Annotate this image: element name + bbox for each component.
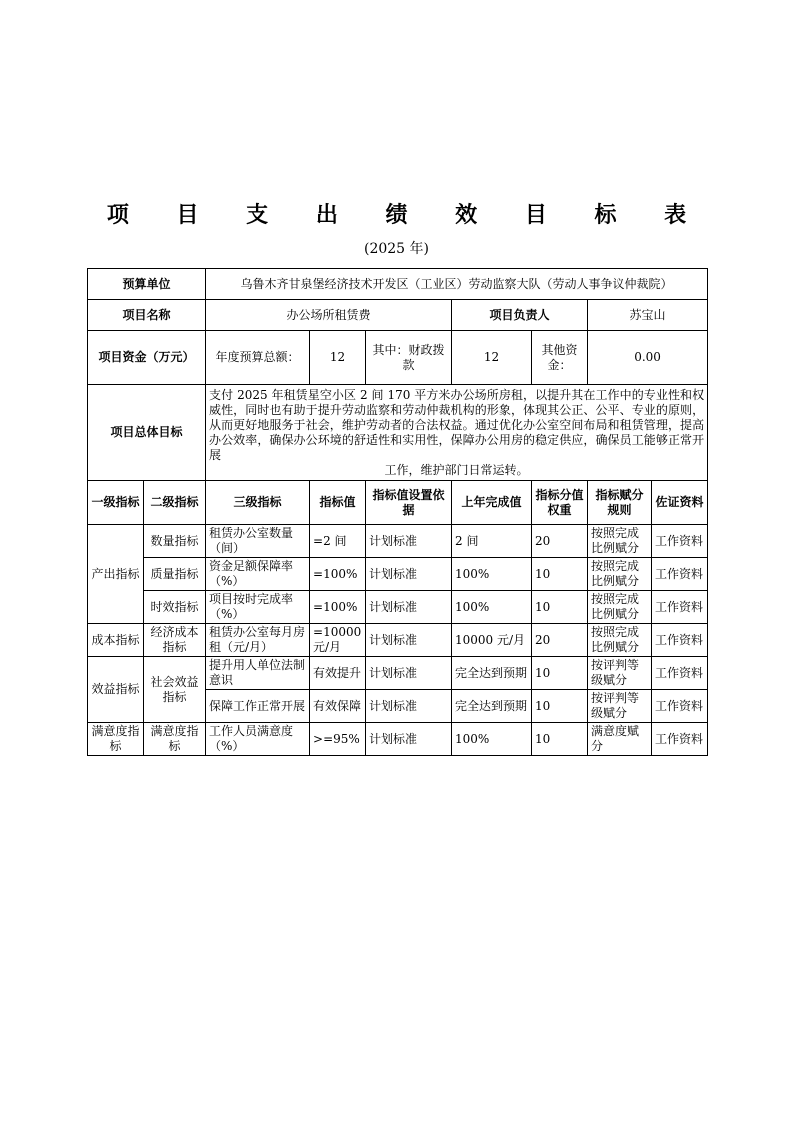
header-l3: 三级指标 <box>206 481 310 525</box>
row-l3: 工作人员满意度（%） <box>206 723 310 756</box>
other-label: 其他资金： <box>532 331 588 385</box>
header-prev: 上年完成值 <box>452 481 532 525</box>
row-evidence: 工作资料 <box>652 723 708 756</box>
group-cost: 成本指标 <box>88 624 144 657</box>
row-evidence: 工作资料 <box>652 525 708 558</box>
row-weight: 10 <box>532 591 588 624</box>
row-basis: 计划标准 <box>366 657 452 690</box>
row-value: >=95% <box>310 723 366 756</box>
row-prev: 完全达到预期 <box>452 690 532 723</box>
table-row <box>88 591 708 624</box>
row-basis: 计划标准 <box>366 525 452 558</box>
project-name-label: 项目名称 <box>88 300 206 331</box>
funds-row <box>88 331 708 385</box>
row-prev: 10000 元/月 <box>452 624 532 657</box>
annual-budget-value: 12 <box>310 331 366 385</box>
owner-label: 项目负责人 <box>452 300 588 331</box>
row-l3: 租赁办公室每月房租（元/月） <box>206 624 310 657</box>
row-l2: 质量指标 <box>144 558 206 591</box>
header-basis: 指标值设置依据 <box>366 481 452 525</box>
row-l3: 提升用人单位法制意识 <box>206 657 310 690</box>
row-l2: 经济成本指标 <box>144 624 206 657</box>
header-l1: 一级指标 <box>88 481 144 525</box>
row-value: 有效保障 <box>310 690 366 723</box>
row-basis: 计划标准 <box>366 624 452 657</box>
row-value: =100% <box>310 558 366 591</box>
row-l2: 社会效益指标 <box>144 657 206 723</box>
goal-text-body: 支付 2025 年租赁星空小区 2 间 170 平方米办公场所房租，以提升其在工作中的专业性和权威性，同时也有助于提升劳动监察和劳动仲裁机构的形象，体现其公正、公平、专业的原则，从而更好地服务于社会，维护劳动者的合法权益。通过优化办公室空间布局和租赁管理，提高办公效率，确保办公环境的舒适性和实用性，保障办公用房的稳定供应，确保员工能够正常开展 <box>209 387 705 462</box>
header-value: 指标值 <box>310 481 366 525</box>
row-l3: 保障工作正常开展 <box>206 690 310 723</box>
goal-label: 项目总体目标 <box>88 385 206 481</box>
row-basis: 计划标准 <box>366 690 452 723</box>
annual-budget-label: 年度预算总额： <box>206 331 310 385</box>
row-value: =100% <box>310 591 366 624</box>
year-subtitle: (2025 年) <box>363 241 429 257</box>
header-weight: 指标分值权重 <box>532 481 588 525</box>
header-rule: 指标赋分规则 <box>588 481 652 525</box>
row-rule: 满意度赋分 <box>588 723 652 756</box>
row-weight: 20 <box>532 525 588 558</box>
header-l2: 二级指标 <box>144 481 206 525</box>
table-row <box>88 723 708 756</box>
row-evidence: 工作资料 <box>652 690 708 723</box>
row-evidence: 工作资料 <box>652 624 708 657</box>
budget-unit-row <box>88 269 708 300</box>
goal-text-last: 工作，维护部门日常运转。 <box>384 462 529 477</box>
project-name-value: 办公场所租赁费 <box>206 300 452 331</box>
row-l2: 满意度指标 <box>144 723 206 756</box>
header-row <box>88 481 708 525</box>
row-l3: 资金足额保障率（%） <box>206 558 310 591</box>
goal-text <box>206 385 708 481</box>
header-evidence: 佐证资料 <box>652 481 708 525</box>
other-value: 0.00 <box>588 331 708 385</box>
row-rule: 按照完成比例赋分 <box>588 525 652 558</box>
row-weight: 20 <box>532 624 588 657</box>
row-evidence: 工作资料 <box>652 558 708 591</box>
row-basis: 计划标准 <box>366 558 452 591</box>
funds-label: 项目资金（万元） <box>88 331 206 385</box>
table-row <box>88 558 708 591</box>
row-value: =2 间 <box>310 525 366 558</box>
goal-row <box>88 385 708 481</box>
row-evidence: 工作资料 <box>652 657 708 690</box>
row-l2: 时效指标 <box>144 591 206 624</box>
fiscal-value: 12 <box>452 331 532 385</box>
row-weight: 10 <box>532 690 588 723</box>
row-weight: 10 <box>532 657 588 690</box>
row-l2: 数量指标 <box>144 525 206 558</box>
row-rule: 按照完成比例赋分 <box>588 591 652 624</box>
row-basis: 计划标准 <box>366 591 452 624</box>
row-evidence: 工作资料 <box>652 591 708 624</box>
row-value: 有效提升 <box>310 657 366 690</box>
table-row <box>88 624 708 657</box>
performance-table <box>87 268 708 756</box>
owner-value: 苏宝山 <box>588 300 708 331</box>
group-output: 产出指标 <box>88 525 144 624</box>
budget-unit-label: 预算单位 <box>88 269 206 300</box>
group-satisfaction: 满意度指标 <box>88 723 144 756</box>
page-title: 项 目 支 出 绩 效 目 标 表 <box>106 203 707 228</box>
row-prev: 100% <box>452 591 532 624</box>
row-weight: 10 <box>532 558 588 591</box>
row-value: =10000 元/月 <box>310 624 366 657</box>
table-row <box>88 525 708 558</box>
row-basis: 计划标准 <box>366 723 452 756</box>
project-name-row <box>88 300 708 331</box>
table-row <box>88 657 708 690</box>
row-rule: 按照完成比例赋分 <box>588 558 652 591</box>
row-rule: 按评判等级赋分 <box>588 690 652 723</box>
row-weight: 10 <box>532 723 588 756</box>
row-prev: 完全达到预期 <box>452 657 532 690</box>
row-l3: 租赁办公室数量（间） <box>206 525 310 558</box>
row-rule: 按照完成比例赋分 <box>588 624 652 657</box>
fiscal-label: 其中：财政拨款 <box>366 331 452 385</box>
group-benefit: 效益指标 <box>88 657 144 723</box>
row-prev: 2 间 <box>452 525 532 558</box>
row-rule: 按评判等级赋分 <box>588 657 652 690</box>
row-prev: 100% <box>452 558 532 591</box>
row-l3: 项目按时完成率（%） <box>206 591 310 624</box>
row-prev: 100% <box>452 723 532 756</box>
budget-unit-value: 乌鲁木齐甘泉堡经济技术开发区（工业区）劳动监察大队（劳动人事争议仲裁院） <box>206 269 708 300</box>
